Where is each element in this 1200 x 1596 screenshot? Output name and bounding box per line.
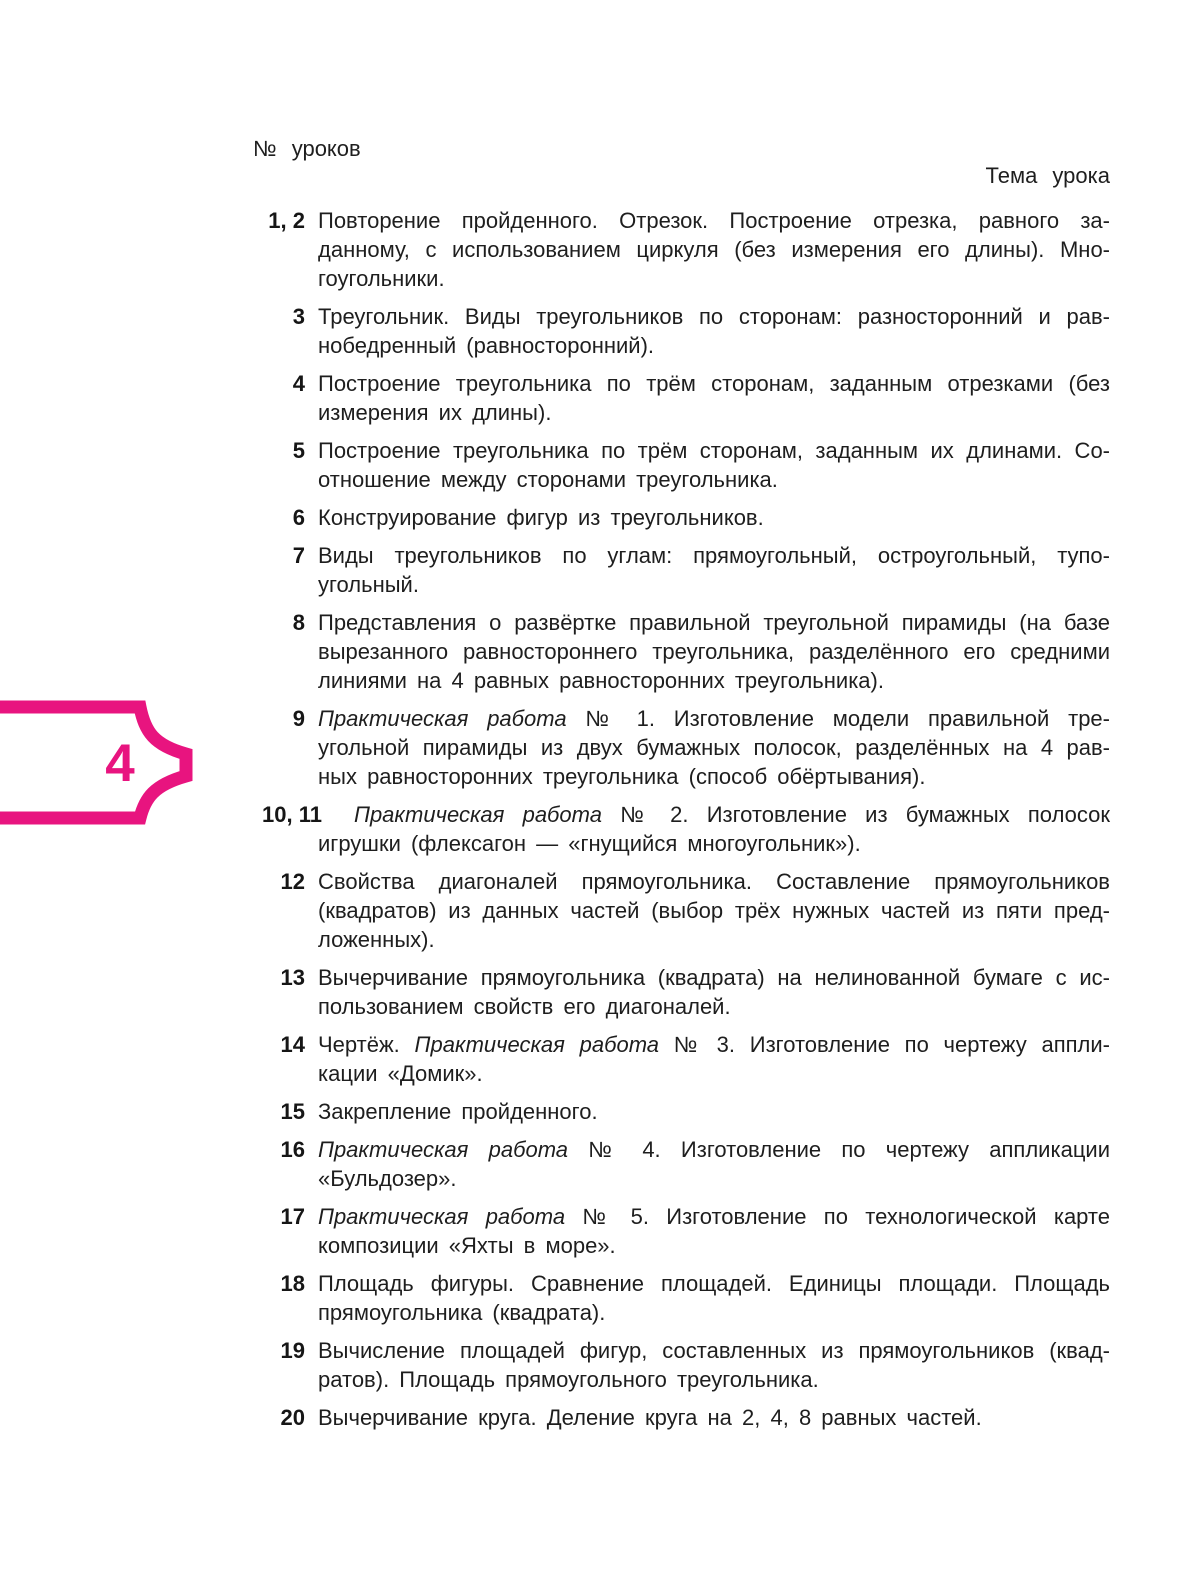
lesson-number: 14 bbox=[280, 1032, 305, 1057]
lesson-topic-segment: Вычисление площадей фигур, составленных из прямоугольников (квад- bbox=[318, 1338, 1110, 1363]
lesson-topic-line bbox=[318, 541, 1110, 570]
lesson-topic-line bbox=[318, 436, 1110, 465]
lesson-topic-segment: линиями на 4 равных равносторонних треугольника). bbox=[318, 668, 884, 693]
lesson-topic-segment: пользованием свойств его диагоналей. bbox=[318, 994, 731, 1019]
lesson-number-column bbox=[258, 503, 305, 532]
lesson-number: 12 bbox=[280, 869, 305, 894]
lesson-number: 1, 2 bbox=[268, 208, 305, 233]
lesson-plan bbox=[253, 135, 1111, 1441]
lesson-topic bbox=[318, 1403, 1110, 1432]
lesson-row bbox=[258, 541, 1110, 599]
lesson-topic-segment: № 4. Изготовление по чертежу аппликации bbox=[568, 1137, 1110, 1162]
lesson-row bbox=[258, 1403, 1110, 1432]
lesson-topic-segment: № 2. Изготовление из бумажных полосок bbox=[601, 802, 1110, 827]
lesson-row bbox=[258, 608, 1110, 695]
lesson-topic-italic-segment: Практическая работа bbox=[414, 1032, 660, 1057]
lesson-topic-line bbox=[318, 925, 1110, 954]
lesson-topic-segment: данному, с использованием циркуля (без измерения его длины). Мно- bbox=[318, 237, 1110, 262]
lesson-topic-italic-segment: Практическая работа bbox=[318, 1137, 569, 1162]
lesson-topic-line bbox=[318, 992, 1110, 1021]
lesson-topic-segment: Представления о развёртке правильной треугольной пирамиды (на базе bbox=[318, 610, 1110, 635]
lesson-number-column bbox=[258, 1202, 305, 1231]
lesson-topic bbox=[318, 1097, 1110, 1126]
lesson-topic-line bbox=[318, 963, 1110, 992]
lesson-topic-segment: Закрепление пройденного. bbox=[318, 1099, 598, 1124]
lesson-number-column bbox=[258, 1269, 305, 1298]
lesson-topic-segment: вырезанного равностороннего треугольника, разделённого его средними bbox=[318, 639, 1110, 664]
lesson-topic-line bbox=[318, 733, 1110, 762]
lesson-topic-segment: Треугольник. Виды треугольников по сторонам: разносторонний и рав- bbox=[318, 304, 1110, 329]
lesson-number: 16 bbox=[280, 1137, 305, 1162]
lesson-number: 3 bbox=[292, 304, 305, 329]
lesson-topic-line bbox=[318, 503, 1110, 532]
lesson-topic-segment: кации «Домик». bbox=[318, 1061, 483, 1086]
lesson-topic-line bbox=[318, 800, 1110, 829]
lesson-topic-line bbox=[318, 331, 1110, 360]
lesson-topic-line bbox=[318, 666, 1110, 695]
lesson-topic-line bbox=[318, 1202, 1110, 1231]
lesson-topic-line bbox=[318, 570, 1110, 599]
lesson-topic-line bbox=[318, 465, 1110, 494]
lesson-rows bbox=[258, 206, 1110, 1432]
lesson-topic bbox=[318, 541, 1110, 599]
lesson-topic-line bbox=[318, 264, 1110, 293]
lesson-topic-line bbox=[318, 1135, 1110, 1164]
lesson-number: 4 bbox=[292, 371, 305, 396]
column-header-lesson-number: № уроков bbox=[253, 136, 361, 161]
lesson-topic-line bbox=[318, 608, 1110, 637]
lesson-row bbox=[258, 503, 1110, 532]
lesson-topic-segment: № 5. Изготовление по технологической карте bbox=[565, 1204, 1110, 1229]
lesson-number: 7 bbox=[292, 543, 305, 568]
chapter-number: 4 bbox=[105, 734, 135, 793]
lesson-topic-segment: отношение между сторонами треугольника. bbox=[318, 467, 778, 492]
lesson-row bbox=[258, 963, 1110, 1021]
lesson-number: 17 bbox=[280, 1204, 305, 1229]
lesson-row bbox=[258, 1135, 1110, 1193]
lesson-topic bbox=[318, 436, 1110, 494]
lesson-topic-line bbox=[318, 637, 1110, 666]
lesson-topic bbox=[318, 1202, 1110, 1260]
lesson-number-column bbox=[258, 800, 322, 829]
lesson-topic-line bbox=[318, 896, 1110, 925]
lesson-topic-line bbox=[318, 398, 1110, 427]
lesson-topic bbox=[318, 206, 1110, 293]
lesson-row bbox=[258, 704, 1110, 791]
lesson-row bbox=[258, 867, 1110, 954]
lesson-number: 20 bbox=[280, 1405, 305, 1430]
lesson-row bbox=[258, 1030, 1110, 1088]
lesson-topic-italic-segment: Практическая работа bbox=[318, 706, 567, 731]
lesson-number-column bbox=[258, 963, 305, 992]
lesson-topic-line bbox=[318, 1336, 1110, 1365]
lesson-topic-line bbox=[318, 762, 1110, 791]
lesson-topic-segment: угольной пирамиды из двух бумажных полосок, разделённых на 4 рав- bbox=[318, 735, 1110, 760]
lesson-topic-segment: «Бульдозер». bbox=[318, 1166, 457, 1191]
lesson-topic bbox=[318, 800, 1110, 858]
lesson-number: 13 bbox=[280, 965, 305, 990]
lesson-topic-line bbox=[318, 704, 1110, 733]
lesson-topic bbox=[318, 503, 1110, 532]
lesson-row bbox=[258, 206, 1110, 293]
lesson-topic bbox=[318, 302, 1110, 360]
lesson-topic-segment: Чертёж. bbox=[318, 1032, 415, 1057]
lesson-topic bbox=[318, 867, 1110, 954]
lesson-topic bbox=[318, 1336, 1110, 1394]
lesson-topic-line bbox=[318, 1164, 1110, 1193]
lesson-topic-segment: Построение треугольника по трём сторонам, заданным их длинами. Со- bbox=[318, 438, 1110, 463]
lesson-number: 15 bbox=[280, 1099, 305, 1124]
lesson-topic-segment: № 1. Изготовление модели правильной тре- bbox=[566, 706, 1110, 731]
lesson-topic-segment: Конструирование фигур из треугольников. bbox=[318, 505, 764, 530]
lesson-topic-segment: композиции «Яхты в море». bbox=[318, 1233, 616, 1258]
lesson-topic-segment: угольный. bbox=[318, 572, 419, 597]
lesson-topic-segment: игрушки (флексагон — «гнущийся многоугольник»). bbox=[318, 831, 861, 856]
lesson-topic-segment: нобедренный (равносторонний). bbox=[318, 333, 655, 358]
lesson-topic-segment: Площадь фигуры. Сравнение площадей. Единицы площади. Площадь bbox=[318, 1271, 1110, 1296]
lesson-number-column bbox=[258, 1030, 305, 1059]
lesson-topic-line bbox=[318, 829, 1110, 858]
lesson-topic-line bbox=[318, 369, 1110, 398]
lesson-row bbox=[258, 1269, 1110, 1327]
lesson-topic-line bbox=[318, 1059, 1110, 1088]
lesson-topic-segment: ложенных). bbox=[318, 927, 435, 952]
lesson-number-column bbox=[258, 1336, 305, 1365]
lesson-topic-segment: Повторение пройденного. Отрезок. Построение отрезка, равного за- bbox=[318, 208, 1110, 233]
lesson-topic-segment: ных равносторонних треугольника (способ обёртывания). bbox=[318, 764, 926, 789]
lesson-topic-segment: Построение треугольника по трём сторонам, заданным отрезками (без bbox=[318, 371, 1110, 396]
lesson-topic bbox=[318, 963, 1110, 1021]
lesson-topic-segment: измерения их длины). bbox=[318, 400, 552, 425]
lesson-number-column bbox=[258, 369, 305, 398]
lesson-topic-segment: Вычерчивание прямоугольника (квадрата) на нелинованной бумаге с ис- bbox=[318, 965, 1110, 990]
lesson-number-column bbox=[258, 1403, 305, 1432]
lesson-number-column bbox=[258, 302, 305, 331]
lesson-number: 10, 11 bbox=[262, 802, 322, 827]
lesson-number-column bbox=[258, 867, 305, 896]
lesson-row bbox=[258, 302, 1110, 360]
lesson-topic bbox=[318, 1030, 1110, 1088]
lesson-topic-segment: (квадратов) из данных частей (выбор трёх нужных частей из пяти пред- bbox=[318, 898, 1110, 923]
lesson-topic bbox=[318, 369, 1110, 427]
lesson-topic-line bbox=[318, 1097, 1110, 1126]
lesson-topic-segment: Свойства диагоналей прямоугольника. Составление прямоугольников bbox=[318, 869, 1110, 894]
lesson-number: 8 bbox=[292, 610, 305, 635]
lesson-topic-segment: ратов). Площадь прямоугольного треугольника. bbox=[318, 1367, 819, 1392]
lesson-topic-segment: прямоугольника (квадрата). bbox=[318, 1300, 606, 1325]
lesson-number-column bbox=[258, 1097, 305, 1126]
lesson-topic-segment: Вычерчивание круга. Деление круга на 2, 4, 8 равных частей. bbox=[318, 1405, 982, 1430]
lesson-topic bbox=[318, 1135, 1110, 1193]
lesson-topic bbox=[318, 1269, 1110, 1327]
column-header-lesson-topic: Тема урока bbox=[985, 163, 1110, 188]
lesson-topic-line bbox=[318, 235, 1110, 264]
lesson-topic-segment: гоугольники. bbox=[318, 266, 445, 291]
lesson-row bbox=[258, 1097, 1110, 1126]
lesson-row bbox=[258, 1202, 1110, 1260]
lesson-topic-line bbox=[318, 1030, 1110, 1059]
lesson-topic-line bbox=[318, 206, 1110, 235]
lesson-topic-line bbox=[318, 1298, 1110, 1327]
lesson-topic-line bbox=[318, 1403, 1110, 1432]
lesson-number-column bbox=[258, 206, 305, 235]
lesson-topic-line bbox=[318, 1269, 1110, 1298]
lesson-topic-line bbox=[318, 1231, 1110, 1260]
lesson-topic-segment: Виды треугольников по углам: прямоугольный, остроугольный, тупо- bbox=[318, 543, 1110, 568]
lesson-topic-segment: № 3. Изготовление по чертежу аппли- bbox=[659, 1032, 1111, 1057]
lesson-number-column bbox=[258, 1135, 305, 1164]
lesson-number-column bbox=[258, 704, 305, 733]
lesson-topic-line bbox=[318, 1365, 1110, 1394]
lesson-number: 9 bbox=[292, 706, 305, 731]
lesson-number-column bbox=[258, 436, 305, 465]
lesson-topic bbox=[318, 704, 1110, 791]
lesson-number: 5 bbox=[292, 438, 305, 463]
lesson-topic-line bbox=[318, 302, 1110, 331]
lesson-number: 19 bbox=[280, 1338, 305, 1363]
lesson-number-column bbox=[258, 608, 305, 637]
lesson-topic bbox=[318, 608, 1110, 695]
lesson-topic-italic-segment: Практическая работа bbox=[354, 802, 602, 827]
lesson-topic-italic-segment: Практическая работа bbox=[318, 1204, 566, 1229]
lesson-number: 18 bbox=[280, 1271, 305, 1296]
lesson-number: 6 bbox=[292, 505, 305, 530]
lesson-topic-line bbox=[318, 867, 1110, 896]
lesson-row bbox=[258, 436, 1110, 494]
lesson-row bbox=[258, 369, 1110, 427]
lesson-row bbox=[258, 800, 1110, 858]
lesson-number-column bbox=[258, 541, 305, 570]
lesson-row bbox=[258, 1336, 1110, 1394]
